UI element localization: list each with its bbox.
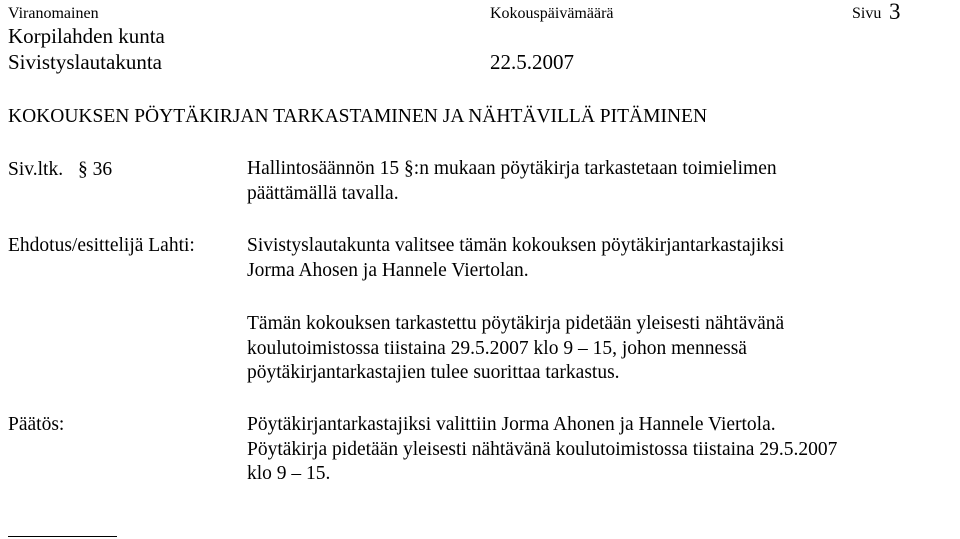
proposal-paragraph-2	[247, 312, 784, 386]
header-page-label: Sivu	[852, 5, 882, 22]
decision-label: Päätös:	[8, 414, 65, 435]
proposal-text-line: Jorma Ahosen ja Hannele Viertolan.	[247, 259, 529, 281]
header-committee: Sivistyslautakunta	[8, 50, 162, 74]
item-reference	[8, 158, 112, 182]
item-text-line: Hallintosäännön 15 §:n mukaan pöytäkirja tarkastetaan toimielimen	[247, 158, 777, 179]
header-meeting-date-label: Kokouspäivämäärä	[490, 5, 614, 22]
proposal-paragraph-line: Tämän kokouksen tarkastettu pöytäkirja pidetään yleisesti nähtävänä	[247, 313, 785, 334]
item-text-line: päättämällä tavalla.	[247, 182, 399, 204]
header-authority-label: Viranomainen	[8, 5, 99, 22]
proposal-paragraph-line: koulutoimistossa tiistaina 29.5.2007 klo 9 – 15, johon mennessä	[247, 337, 747, 359]
decision-text-line: klo 9 – 15.	[247, 463, 331, 484]
header-meeting-date: 22.5.2007	[490, 50, 574, 74]
item-number: 36	[92, 159, 113, 180]
decision-text	[247, 413, 837, 487]
proposal-paragraph-line: pöytäkirjantarkastajien tulee suorittaa tarkastus.	[247, 362, 620, 383]
proposal-label: Ehdotus/esittelijä Lahti:	[8, 235, 195, 256]
item-text	[247, 157, 777, 206]
item-label: Siv.ltk.	[8, 159, 64, 180]
header-municipality: Korpilahden kunta	[8, 24, 165, 48]
header-page-number: 3	[889, 0, 901, 24]
signature-line	[8, 536, 117, 537]
decision-text-line: Pöytäkirjantarkastajiksi valittiin Jorma Ahonen ja Hannele Viertola.	[247, 414, 776, 435]
decision-text-line: Pöytäkirja pidetään yleisesti nähtävänä koulutoimistossa tiistaina 29.5.2007	[247, 438, 838, 460]
document-title: KOKOUKSEN PÖYTÄKIRJAN TARKASTAMINEN JA NÄHTÄVILLÄ PITÄMINEN	[8, 106, 708, 127]
proposal-text-line: Sivistyslautakunta valitsee tämän kokouksen pöytäkirjantarkastajiksi	[247, 235, 785, 256]
proposal-text	[247, 234, 784, 283]
section-sign: §	[77, 159, 88, 180]
